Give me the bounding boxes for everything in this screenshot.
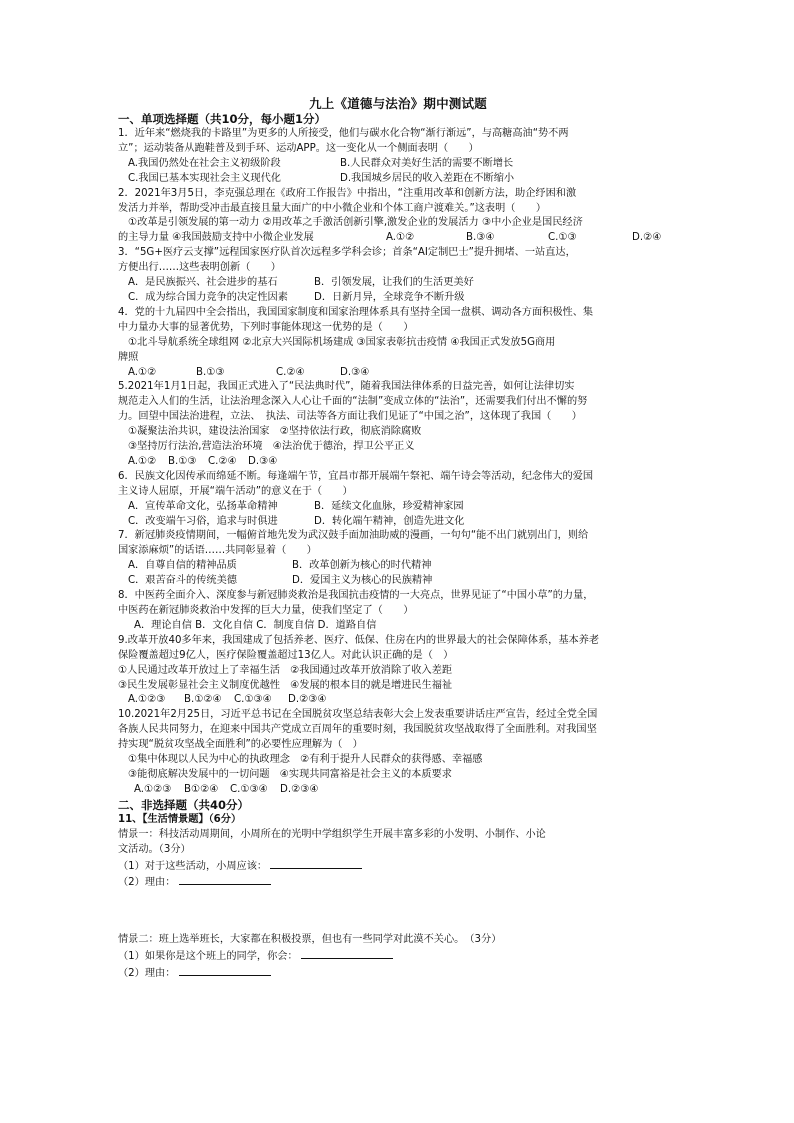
question-9 [118,634,678,709]
option-b[interactable]: B.①②④ [184,694,222,706]
statement-continuation: 的主导力量 ④我国鼓励支持中小微企业发展 [118,232,314,244]
exam-title: 九上《道德与法治》期中测试题 [309,96,487,111]
answer-blank[interactable] [301,948,393,959]
option-d[interactable]: D．日新月异，全球竞争不断升级 [314,291,465,303]
question-4-statements: 牌照 [118,351,139,363]
option-b[interactable]: B．引领发展，让我们的生活更美好 [314,277,474,289]
question-5-stem-line: 5.2021年1月1日起，我国正式进入了“民法典时代”，随着我国法律体系的日益完善，如何让法律切实 [118,381,575,393]
question-6-options-row [118,500,678,515]
question-10-options-row [118,783,678,798]
question-5-options-row [118,455,678,470]
question-1 [118,127,678,187]
question-5-statements: ①凝聚法治共识，建设法治国家 ②坚持依法行政，彻底消除腐败 [128,426,422,438]
scene1-question-1-label: （1）对于这些活动，小周应该： [118,860,268,872]
option-a[interactable]: A.①② [128,366,157,378]
question-9-statements: ③民生发展彰显社会主义制度优越性 ④发展的根本目的就是增进民生福祉 [118,679,453,691]
scene1-text: 文活动。（3分） [118,843,191,855]
option-d[interactable]: D.③④ [248,455,278,467]
option-d[interactable]: D．转化端午精神，创造先进文化 [314,515,465,527]
question-3-stem-line: 3．“5G+医疗云支撑”远程国家医疗队首次远程多学科会诊；首条“AI定制巴士”提升拥堵、一站直达， [118,247,576,259]
option-a[interactable]: A.①②③ [134,783,172,795]
option-a[interactable]: A．是民族振兴、社会进步的基石 [128,277,278,289]
scene1-question-2 [118,874,678,891]
question-2 [118,187,678,247]
question-1-stem-line: 立”；运动装备从跑鞋普及到手环、运动APP。这一变化从一个侧面表明（ ） [118,142,479,154]
option-b[interactable]: B①②④ [184,783,219,795]
question-7-stem-line: 7．新冠肺炎疫情期间，一幅俯首地先发为武汉鼓手面加油助威的漫画，一句句“能不出门就别出门，则给 [118,530,589,542]
scene2-question-1 [118,948,678,965]
question-1-options-row [118,157,678,172]
question-9-options-row [118,693,678,708]
question-9-stem-line: 保险覆盖超过9亿人，医疗保险覆盖超过13亿人。对此认识正确的是（ ） [118,649,454,661]
option-c[interactable]: C.①③④ [234,694,272,706]
option-d[interactable]: D.②③④ [288,694,327,706]
question-7-stem-line: 国家添麻烦”的话语……共同彰显着（ ） [118,545,317,557]
question-5-stem-line: 力。回望中国法治进程，立法、 执法、司法等各方面让我们见证了“中国之治”，这体现了我国（ ） [118,411,582,423]
question-8-stem-line: 中医药在新冠肺炎救治中发挥的巨大力量，使我们坚定了（ ） [118,605,414,616]
question-8-options-row[interactable]: A．理论自信 B．文化自信 C．制度自信 D．道路自信 [134,619,377,631]
question-6-stem-line: 6．民族文化因传承而绵延不断。每逢端午节，宜昌市都开展端午祭祀、端午诗会等活动，纪念伟大的爱国 [118,470,594,482]
question-7 [118,529,678,589]
option-b[interactable]: B.③④ [466,232,495,244]
option-b[interactable]: B.人民群众对美好生活的需要不断增长 [340,157,514,169]
question-6-options-row [118,515,678,530]
section1-heading: 一、单项选择题（共10分，每小题1分） [118,112,327,126]
question-1-stem-line: 1．近年来“燃烧我的卡路里”为更多的人所接受，他们与碳水化合物“渐行渐远”，与高糖高油“势不两 [118,128,569,139]
scene2-text: 情景二：班上选举班长，大家都在积极投票，但也有一些同学对此漠不关心。 （3分） [118,934,502,946]
option-c[interactable]: C．艰苦奋斗的传统美德 [128,575,237,587]
question-5-statements: ③坚持厉行法治,营造法治环境 ④法治优于德治，捍卫公平正义 [128,441,415,453]
option-a[interactable]: A．自尊自信的精神品质 [128,560,237,572]
scene2-question-2-label: （2）理由： [118,968,176,980]
question-11-title: 11、【生活情景题】（6分） [118,813,242,825]
question-2-options-row [118,231,678,246]
option-c[interactable]: C.我国已基本实现社会主义现代化 [128,172,281,184]
question-4-stem-line: 中力量办大事的显著优势，下列时事能体现这一优势的是（ ） [118,321,414,333]
option-a[interactable]: A.①② [128,455,157,467]
option-c[interactable]: C.①③ [548,232,577,244]
answer-blank[interactable] [179,874,271,885]
question-7-options-row [118,559,678,574]
question-1-options-row [118,172,678,187]
option-a[interactable]: A.①② [386,232,415,244]
question-9-stem-line: 9.改革开放40多年来，我国建成了包括养老、医疗、低保、住房在内的世界最大的社会保障体系，基本养老 [118,634,600,646]
option-d[interactable]: D.②④ [632,232,662,244]
question-3 [118,246,678,306]
question-2-stem-line: 2．2021年3月5日，李克强总理在《政府工作报告》中指出，“注重用改革和创新方法，助企纾困和激 [118,187,577,199]
answer-space [118,891,678,933]
answer-blank[interactable] [270,858,362,869]
scene1-question-1 [118,858,678,875]
question-8 [118,589,678,634]
question-2-stem-line: 发活力并举，帮助受冲击最直接且量大面广的中小微企业和个体工商户渡难关。”这表明（ ） [118,202,547,214]
option-a[interactable]: A.我国仍然处在社会主义初级阶段 [128,157,281,169]
option-b[interactable]: B.①③ [196,366,225,378]
question-10-statements: ③能彻底解决发展中的一切问题 ④实现共同富裕是社会主义的本质要求 [128,768,452,780]
question-7-options-row [118,574,678,589]
question-10 [118,708,678,797]
question-4-stem-line: 4．党的十九届四中全会指出，我国国家制度和国家治理体系具有坚持全国一盘棋、调动各方面积极性、集 [118,306,594,318]
question-9-statements: ①人民通过改革开放过上了幸福生活 ②我国通过改革开放消除了收入差距 [118,664,453,676]
option-c[interactable]: C.②④ [208,455,237,467]
scene2-question-2 [118,965,678,982]
option-c[interactable]: C.①③④ [230,783,268,795]
section2-heading: 二、非选择题（共40分） [118,797,250,812]
scene2-question-1-label: （1）如果你是这个班上的同学，你会： [118,951,298,963]
question-4-statements: ①北斗导航系统全球组网 ②北京大兴国际机场建成 ③国家表彰抗击疫情 ④我国正式发放5G商用 [128,336,556,348]
question-3-stem-line: 方便出行……这些表明创新（ ） [118,262,281,274]
scene1-question-2-label: （2）理由： [118,877,176,889]
option-a[interactable]: A．宣传革命文化，弘扬革命精神 [128,500,278,512]
option-c[interactable]: C．改变端午习俗，追求与时俱进 [128,515,278,527]
question-5 [118,380,678,469]
option-d[interactable]: D．爱国主义为核心的民族精神 [292,575,433,587]
question-5-stem-line: 规范走入人们的生活，让法治理念深入人心让千面的“法制”变成立体的“法治”，还需要我们付出不懈的努 [118,396,588,408]
option-a[interactable]: A.①②③ [128,694,166,706]
option-d[interactable]: D.③④ [340,366,370,378]
option-c[interactable]: C．成为综合国力竞争的决定性因素 [128,291,288,303]
question-10-stem-line: 持实现“脱贫攻坚战全面胜利”的必要性应理解为（ ） [118,739,363,751]
question-4 [118,306,678,381]
question-6 [118,470,678,530]
option-b[interactable]: B．改革创新为核心的时代精神 [292,560,432,572]
question-10-stem-line: 各族人民共同努力，在迎来中国共产党成立百周年的重要时刻，我国脱贫攻坚战取得了全面胜利。对我国坚 [118,724,597,736]
question-6-stem-line: 主义诗人屈原，开展“端午活动”的意义在于（ ） [118,485,353,497]
question-10-statements: ①集中体现以人民为中心的执政理念 ②有利于提升人民群众的获得感、幸福感 [128,754,483,766]
exam-page [118,96,678,982]
question-10-stem-line: 10.2021年2月25日，习近平总书记在全国脱贫攻坚总结表彰大会上发表重要讲话庄严宣告，经过全党全国 [118,709,598,721]
option-d[interactable]: D.我国城乡居民的收入差距在不断缩小 [340,172,515,184]
option-b[interactable]: B．延续文化血脉，珍爱精神家园 [314,500,464,512]
question-8-stem-line: 8．中医药全面介入、深度参与新冠肺炎救治是我国抗击疫情的一大亮点，世界见证了“中国小草”的力量， [118,590,594,602]
question-2-statements: ①改革是引领发展的第一动力 ②用改革之手激活创新引擎,激发企业的发展活力 ③中小企业是国民经济 [128,217,583,229]
question-4-options-row [118,366,678,381]
option-d[interactable]: D.②③④ [280,783,319,795]
option-b[interactable]: B.①③ [168,455,197,467]
option-c[interactable]: C.②④ [276,366,305,378]
question-3-options-row [118,276,678,291]
scene1-text: 情景一：科技活动周期间，小周所在的光明中学组织学生开展丰富多彩的小发明、小制作、小论 [118,828,546,840]
answer-blank[interactable] [179,965,271,976]
question-3-options-row [118,291,678,306]
